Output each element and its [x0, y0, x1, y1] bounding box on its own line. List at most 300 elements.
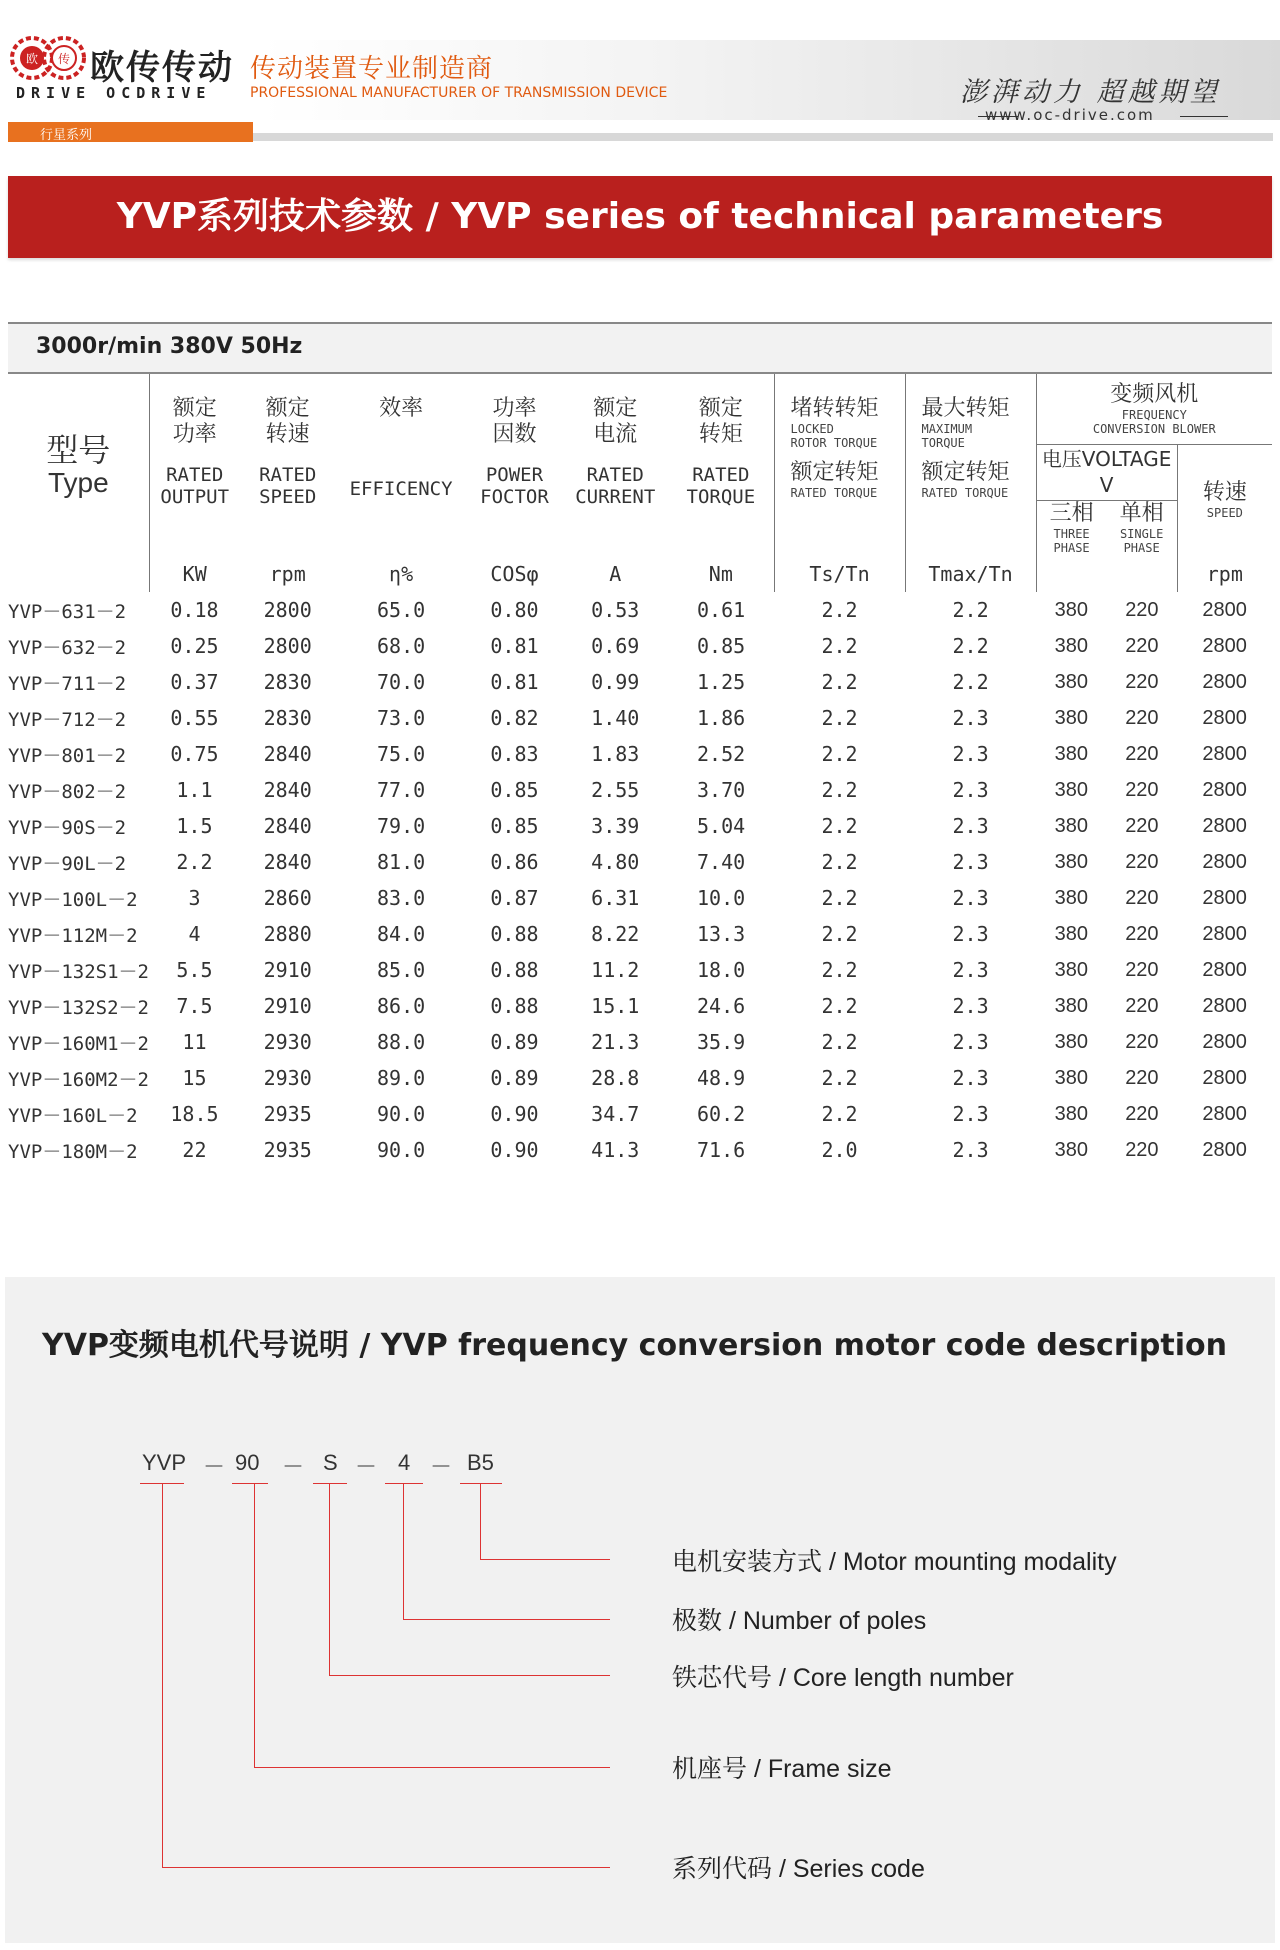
table-row [8, 700, 1272, 736]
value-cell: 2800 [1202, 886, 1247, 909]
value-cell: 1.86 [697, 706, 746, 730]
value-cell: 71.6 [697, 1138, 746, 1162]
table-row [8, 1024, 1272, 1060]
value-cell: 84.0 [376, 922, 426, 946]
value-cell: 2800 [1202, 994, 1247, 1017]
value-cell: 88.0 [376, 1030, 426, 1054]
desc-poles: 极数 / Number of poles [672, 1607, 927, 1635]
table-row [8, 952, 1272, 988]
value-cell: 0.89 [490, 1030, 539, 1054]
value-cell: 380 [1054, 778, 1089, 801]
value-cell: 380 [1054, 1066, 1089, 1089]
value-cell: 0.18 [170, 598, 219, 622]
header-locked-divisor-cn: 额定转矩 [790, 460, 879, 485]
value-cell: 2800 [1202, 1138, 1247, 1161]
value-cell: 380 [1054, 886, 1089, 909]
model-cell: YVP－160M2－2 [8, 1068, 149, 1091]
value-cell: 2.2 [821, 1102, 858, 1126]
title-banner [8, 176, 1272, 258]
category-label: 行星系列 [40, 128, 93, 143]
leader-line-frame [254, 1483, 255, 1767]
value-cell: 220 [1125, 598, 1159, 621]
value-cell: 2.2 [176, 850, 213, 874]
header-speed [1177, 444, 1272, 556]
value-cell: 60.2 [697, 1102, 746, 1126]
units-row [8, 556, 1272, 592]
value-cell: 220 [1125, 778, 1159, 801]
value-cell: 2.3 [952, 958, 989, 982]
value-cell: 3 [188, 886, 201, 910]
unit-cell: rpm [269, 562, 306, 586]
unit-cell: KW [149, 556, 240, 592]
logo-chinese-name: 欧传传动 [90, 48, 234, 88]
value-cell: 2800 [1202, 598, 1247, 621]
model-cell: YVP－180M－2 [8, 1140, 138, 1163]
value-cell: 2800 [1202, 1030, 1247, 1053]
header-blower-en: FREQUENCY CONVERSION BLOWER [1092, 407, 1216, 436]
header-three-phase-en: THREE PHASE [1053, 527, 1090, 556]
header-rated-speed [240, 374, 336, 556]
value-cell: 18.0 [697, 958, 746, 982]
header-speed-en: SPEED [1206, 506, 1243, 521]
value-cell: 0.83 [490, 742, 539, 766]
header-rated-output [149, 374, 240, 556]
header-row-1 [8, 374, 1272, 444]
table-row [8, 664, 1272, 700]
value-cell: 2.3 [952, 778, 989, 802]
model-cell: YVP－801－2 [8, 744, 127, 767]
table-row [8, 808, 1272, 844]
value-cell: 2.2 [821, 778, 858, 802]
code-token-dash: － [203, 1454, 226, 1479]
value-cell: 2800 [1202, 958, 1247, 981]
header-rated-torque [668, 374, 774, 556]
value-cell: 2.2 [821, 922, 858, 946]
header-rated-current-en: RATED CURRENT [575, 464, 656, 508]
value-cell: 2800 [1202, 706, 1247, 729]
value-cell: 2840 [263, 742, 312, 766]
value-cell: 28.8 [591, 1066, 640, 1090]
code-underline [313, 1483, 347, 1484]
value-cell: 2910 [263, 958, 312, 982]
code-underline [232, 1483, 268, 1484]
value-cell: 0.99 [591, 670, 640, 694]
header-rated-output-cn: 额定 功率 [172, 396, 217, 447]
value-cell: 2800 [1202, 814, 1247, 837]
header-single-phase-cn: 单相 [1119, 501, 1164, 527]
leader-line-mounting [480, 1559, 610, 1560]
model-cell: YVP－712－2 [8, 708, 127, 731]
table-row [8, 916, 1272, 952]
value-cell: 220 [1125, 1138, 1159, 1161]
value-cell: 2.2 [952, 634, 989, 658]
table-row [8, 736, 1272, 772]
page-title: YVP系列技术参数 / YVP series of technical parameters [116, 196, 1164, 237]
value-cell: 2.2 [821, 598, 858, 622]
value-cell: 2.2 [952, 598, 989, 622]
value-cell: 220 [1125, 922, 1159, 945]
code-token-core: S [323, 1450, 338, 1475]
header-power-factor-en: POWER FOCTOR [480, 464, 549, 508]
header-power-factor-cn: 功率 因数 [492, 396, 537, 447]
value-cell: 35.9 [697, 1030, 746, 1054]
value-cell: 220 [1125, 886, 1159, 909]
value-cell: 90.0 [376, 1138, 426, 1162]
value-cell: 2.3 [952, 1066, 989, 1090]
value-cell: 220 [1125, 634, 1159, 657]
header-efficiency [336, 374, 467, 556]
code-token-dash: － [282, 1454, 305, 1479]
header-max-cn: 最大转矩 [921, 396, 1010, 421]
value-cell: 2830 [263, 670, 312, 694]
leader-line-poles [403, 1483, 404, 1619]
header-blower [1036, 374, 1272, 444]
header-rated-speed-en: RATED SPEED [259, 464, 317, 508]
value-cell: 2.3 [952, 742, 989, 766]
value-cell: 0.85 [490, 814, 539, 838]
header-max-en: MAXIMUM TORQUE [921, 422, 973, 450]
value-cell: 41.3 [591, 1138, 640, 1162]
unit-cell-blank [1036, 556, 1107, 592]
value-cell: 83.0 [376, 886, 426, 910]
header-single-phase [1107, 500, 1178, 556]
leader-line-series [162, 1483, 163, 1867]
value-cell: 2800 [1202, 922, 1247, 945]
desc-frame-size: 机座号 / Frame size [672, 1755, 892, 1783]
value-cell: 2.2 [821, 706, 858, 730]
code-token-series: YVP [142, 1450, 187, 1475]
value-cell: 4 [188, 922, 201, 946]
value-cell: 3.70 [697, 778, 746, 802]
value-cell: 2.3 [952, 886, 989, 910]
value-cell: 2800 [1202, 1102, 1247, 1125]
table-row [8, 628, 1272, 664]
header-locked-en: LOCKED ROTOR TORQUE [790, 422, 878, 450]
model-cell: YVP－160M1－2 [8, 1032, 149, 1055]
value-cell: 79.0 [376, 814, 426, 838]
value-cell: 2930 [263, 1030, 312, 1054]
model-cell: YVP－100L－2 [8, 888, 138, 911]
value-cell: 2.3 [952, 706, 989, 730]
value-cell: 5.5 [176, 958, 213, 982]
value-cell: 2800 [1202, 634, 1247, 657]
code-underline [460, 1483, 502, 1484]
value-cell: 77.0 [376, 778, 426, 802]
value-cell: 2840 [263, 778, 312, 802]
unit-cell: Nm [708, 562, 733, 586]
code-token-poles: 4 [398, 1450, 411, 1475]
unit-cell-type [8, 556, 149, 592]
value-cell: 380 [1054, 1102, 1089, 1125]
model-cell: YVP－632－2 [8, 636, 127, 659]
value-cell: 89.0 [376, 1066, 426, 1090]
code-token-mounting: B5 [467, 1450, 494, 1475]
code-token-frame: 90 [235, 1450, 260, 1475]
table-row [8, 772, 1272, 808]
table-row [8, 1096, 1272, 1132]
value-cell: 380 [1054, 922, 1089, 945]
value-cell: 380 [1054, 742, 1089, 765]
value-cell: 0.86 [490, 850, 539, 874]
value-cell: 2930 [263, 1066, 312, 1090]
value-cell: 0.37 [170, 670, 219, 694]
value-cell: 380 [1054, 1030, 1089, 1053]
value-cell: 0.75 [170, 742, 219, 766]
value-cell: 2910 [263, 994, 312, 1018]
spec-table [8, 374, 1272, 1168]
value-cell: 4.80 [591, 850, 640, 874]
model-cell: YVP－631－2 [8, 600, 127, 623]
value-cell: 8.22 [591, 922, 640, 946]
value-cell: 220 [1125, 1030, 1159, 1053]
header-efficiency-en: EFFICENCY [349, 478, 453, 500]
value-cell: 85.0 [376, 958, 426, 982]
tagline-chinese: 传动装置专业制造商 [250, 54, 494, 84]
value-cell: 2935 [263, 1138, 312, 1162]
value-cell: 2.3 [952, 814, 989, 838]
unit-cell-blank [1107, 556, 1178, 592]
table-row [8, 1060, 1272, 1096]
value-cell: 2800 [1202, 742, 1247, 765]
value-cell: 380 [1054, 1138, 1089, 1161]
header-locked-torque [774, 374, 905, 556]
header-locked-divisor-en: RATED TORQUE [790, 486, 878, 500]
value-cell: 2.2 [821, 634, 858, 658]
tagline-english: PROFESSIONAL MANUFACTURER OF TRANSMISSION DEVICE [250, 85, 668, 101]
value-cell: 2800 [263, 634, 312, 658]
value-cell: 90.0 [376, 1102, 426, 1126]
logo-mark-left-char: 欧 [25, 52, 39, 66]
table-row [8, 880, 1272, 916]
model-cell: YVP－90S－2 [8, 816, 127, 839]
code-section-title: YVP变频电机代号说明 / YVP frequency conversion motor code description [42, 1328, 1227, 1363]
code-token-dash: － [355, 1454, 378, 1479]
value-cell: 73.0 [376, 706, 426, 730]
value-cell: 0.85 [490, 778, 539, 802]
value-cell: 0.80 [490, 598, 539, 622]
website-rule-right [1180, 116, 1228, 117]
value-cell: 1.83 [591, 742, 640, 766]
value-cell: 2840 [263, 850, 312, 874]
model-cell: YVP－160L－2 [8, 1104, 138, 1127]
value-cell: 0.90 [490, 1102, 539, 1126]
website-url: www.oc-drive.com [985, 106, 1155, 124]
unit-cell: Tmax/Tn [905, 556, 1036, 592]
model-cell: YVP－802－2 [8, 780, 127, 803]
value-cell: 18.5 [170, 1102, 219, 1126]
table-row [8, 1132, 1272, 1168]
logo-icon [8, 32, 88, 84]
header-rated-torque-cn: 额定 转矩 [698, 396, 743, 447]
value-cell: 11 [182, 1030, 207, 1054]
header-voltage-label: 电压VOLTAGE V [1041, 447, 1172, 497]
model-cell: YVP－90L－2 [8, 852, 127, 875]
value-cell: 2.2 [821, 850, 858, 874]
value-cell: 220 [1125, 1102, 1159, 1125]
value-cell: 34.7 [591, 1102, 640, 1126]
value-cell: 2880 [263, 922, 312, 946]
header-type-en: Type [47, 467, 109, 498]
header-type-cn: 型号 [46, 431, 111, 469]
desc-core-length: 铁芯代号 / Core length number [672, 1664, 1014, 1692]
value-cell: 2800 [1202, 1066, 1247, 1089]
value-cell: 380 [1054, 598, 1089, 621]
value-cell: 2.3 [952, 850, 989, 874]
value-cell: 2.3 [952, 922, 989, 946]
unit-cell: A [609, 562, 622, 586]
value-cell: 0.81 [490, 634, 539, 658]
page-header [0, 0, 1280, 145]
header-rated-current-cn: 额定 电流 [593, 396, 638, 447]
value-cell: 380 [1054, 706, 1089, 729]
value-cell: 0.88 [490, 922, 539, 946]
header-max-divisor-cn: 额定转矩 [921, 460, 1010, 485]
leader-line-core [329, 1675, 610, 1676]
leader-line-frame [254, 1767, 610, 1768]
model-cell: YVP－132S1－2 [8, 960, 149, 983]
value-cell: 0.88 [490, 958, 539, 982]
value-cell: 70.0 [376, 670, 426, 694]
leader-line-poles [403, 1619, 610, 1620]
value-cell: 2.3 [952, 1102, 989, 1126]
value-cell: 0.69 [591, 634, 640, 658]
value-cell: 2.2 [821, 1030, 858, 1054]
value-cell: 2860 [263, 886, 312, 910]
value-cell: 86.0 [376, 994, 426, 1018]
value-cell: 1.5 [176, 814, 213, 838]
code-description-section [5, 1277, 1275, 1943]
value-cell: 1.1 [176, 778, 213, 802]
value-cell: 220 [1125, 706, 1159, 729]
unit-cell: rpm [1177, 556, 1272, 592]
header-efficiency-cn: 效率 [379, 396, 424, 421]
header-locked-cn: 堵转转矩 [790, 396, 879, 421]
header-power-factor [467, 374, 563, 556]
value-cell: 380 [1054, 670, 1089, 693]
value-cell: 68.0 [376, 634, 426, 658]
category-grey-bar [253, 133, 1273, 141]
value-cell: 48.9 [697, 1066, 746, 1090]
value-cell: 0.90 [490, 1138, 539, 1162]
value-cell: 220 [1125, 1066, 1159, 1089]
value-cell: 21.3 [591, 1030, 640, 1054]
leader-line-series [162, 1867, 610, 1868]
value-cell: 0.53 [591, 598, 640, 622]
code-underline [385, 1483, 423, 1484]
condition-text: 3000r/min 380V 50Hz [36, 334, 303, 359]
value-cell: 0.81 [490, 670, 539, 694]
leader-line-mounting [480, 1483, 481, 1559]
value-cell: 5.04 [697, 814, 746, 838]
header-type [8, 374, 149, 556]
value-cell: 2.2 [952, 670, 989, 694]
header-rated-torque-en: RATED TORQUE [686, 464, 756, 508]
header-max-torque [905, 374, 1036, 556]
value-cell: 220 [1125, 670, 1159, 693]
value-cell: 2800 [1202, 670, 1247, 693]
value-cell: 2830 [263, 706, 312, 730]
value-cell: 0.25 [170, 634, 219, 658]
value-cell: 7.5 [176, 994, 213, 1018]
header-three-phase-cn: 三相 [1049, 501, 1094, 527]
value-cell: 2935 [263, 1102, 312, 1126]
value-cell: 220 [1125, 958, 1159, 981]
code-token-dash: － [430, 1454, 453, 1479]
value-cell: 7.40 [697, 850, 746, 874]
value-cell: 15 [182, 1066, 207, 1090]
value-cell: 2800 [1202, 778, 1247, 801]
value-cell: 2.2 [821, 958, 858, 982]
table-body [8, 592, 1272, 1168]
value-cell: 2840 [263, 814, 312, 838]
header-speed-cn: 转速 [1202, 480, 1247, 506]
value-cell: 2.0 [821, 1138, 858, 1162]
value-cell: 380 [1054, 814, 1089, 837]
value-cell: 24.6 [697, 994, 746, 1018]
value-cell: 2.3 [952, 994, 989, 1018]
value-cell: 2.2 [821, 994, 858, 1018]
value-cell: 2800 [263, 598, 312, 622]
value-cell: 13.3 [697, 922, 746, 946]
value-cell: 2.2 [821, 670, 858, 694]
value-cell: 75.0 [376, 742, 426, 766]
value-cell: 0.82 [490, 706, 539, 730]
value-cell: 1.25 [697, 670, 746, 694]
value-cell: 0.89 [490, 1066, 539, 1090]
logo-mark-right-char: 传 [57, 52, 71, 66]
unit-cell: COSφ [490, 562, 539, 586]
value-cell: 380 [1054, 958, 1089, 981]
header-rated-current [562, 374, 668, 556]
value-cell: 0.55 [170, 706, 219, 730]
value-cell: 0.87 [490, 886, 539, 910]
value-cell: 0.85 [697, 634, 746, 658]
value-cell: 2800 [1202, 850, 1247, 873]
value-cell: 10.0 [697, 886, 746, 910]
value-cell: 6.31 [591, 886, 640, 910]
value-cell: 2.3 [952, 1030, 989, 1054]
value-cell: 0.61 [697, 598, 746, 622]
value-cell: 220 [1125, 850, 1159, 873]
condition-row [8, 322, 1272, 374]
header-voltage [1036, 444, 1177, 500]
value-cell: 65.0 [376, 598, 426, 622]
header-max-divisor-en: RATED TORQUE [921, 486, 1009, 500]
header-rated-output-en: RATED OUTPUT [160, 464, 230, 508]
value-cell: 220 [1125, 814, 1159, 837]
unit-cell: η% [389, 562, 414, 586]
header-three-phase [1036, 500, 1107, 556]
desc-series-code: 系列代码 / Series code [672, 1855, 925, 1883]
value-cell: 2.2 [821, 814, 858, 838]
value-cell: 22 [182, 1138, 207, 1162]
unit-cell: Ts/Tn [774, 556, 905, 592]
value-cell: 0.88 [490, 994, 539, 1018]
value-cell: 2.52 [697, 742, 746, 766]
header-single-phase-en: SINGLE PHASE [1119, 527, 1164, 556]
table-row [8, 592, 1272, 628]
value-cell: 220 [1125, 742, 1159, 765]
slogan-calligraphy: 澎湃动力 超越期望 [960, 77, 1221, 108]
value-cell: 81.0 [376, 850, 426, 874]
model-cell: YVP－112M－2 [8, 924, 138, 947]
value-cell: 2.2 [821, 742, 858, 766]
header-rated-speed-cn: 额定 转速 [265, 396, 310, 447]
table-row [8, 844, 1272, 880]
value-cell: 3.39 [591, 814, 640, 838]
desc-mounting: 电机安装方式 / Motor mounting modality [672, 1548, 1117, 1576]
value-cell: 2.3 [952, 1138, 989, 1162]
